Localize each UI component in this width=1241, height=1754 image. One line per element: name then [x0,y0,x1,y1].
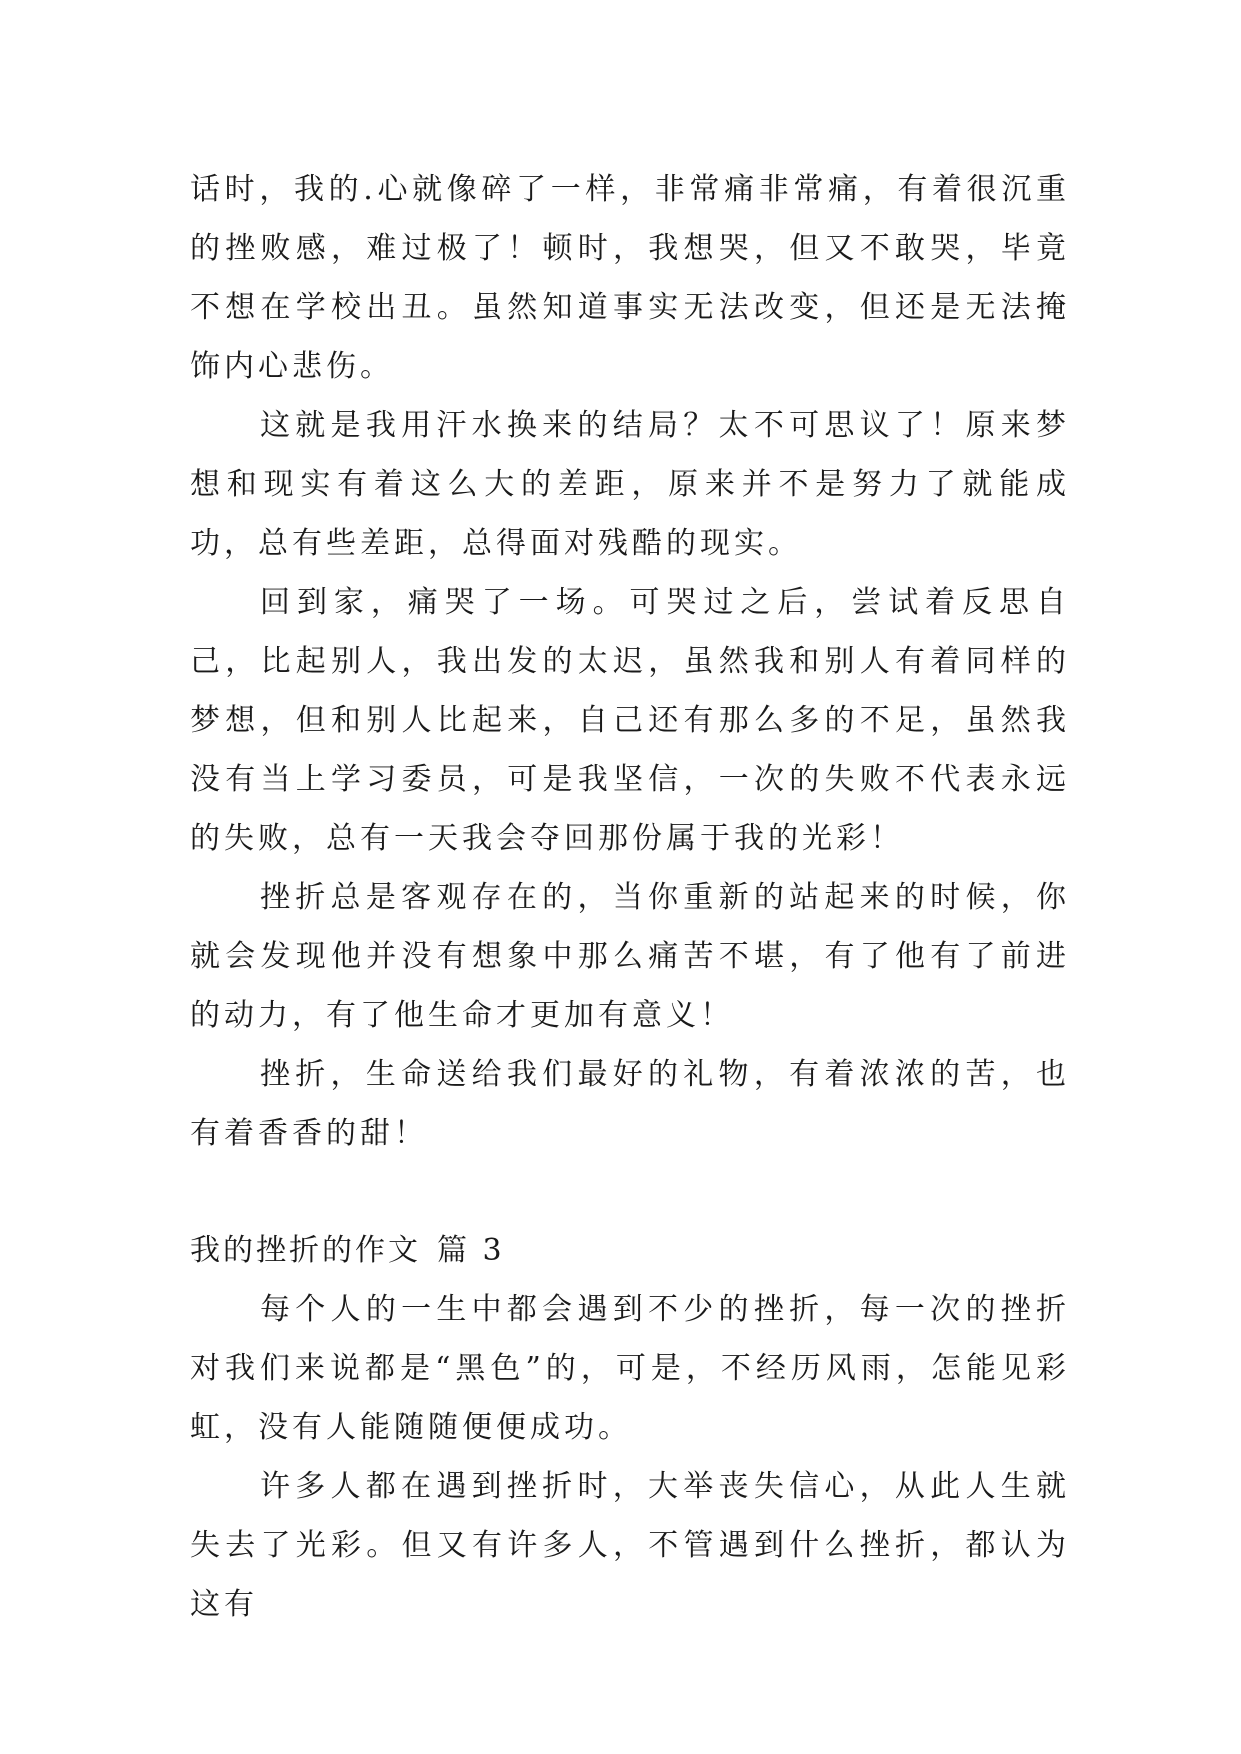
paragraph: 挫折，生命送给我们最好的礼物，有着浓浓的苦，也有着香香的甜！ [190,1057,1070,1151]
paragraph: 许多人都在遇到挫折时，大举丧失信心，从此人生就失去了光彩。但又有许多人，不管遇到什么挫折，都认为这有 [190,1469,1070,1622]
paragraph: 这就是我用汗水换来的结局？太不可思议了！原来梦想和现实有着这么大的差距，原来并不是努力了就能成功，总有些差距，总得面对残酷的现实。 [190,408,1070,561]
section-heading-label: 篇 3 [437,1233,505,1268]
paragraph: 每个人的一生中都会遇到不少的挫折，每一次的挫折对我们来说都是“黑色”的，可是，不经历风雨，怎能见彩虹，没有人能随随便便成功。 [190,1292,1070,1445]
paragraph: 回到家，痛哭了一场。可哭过之后，尝试着反思自己，比起别人，我出发的太迟，虽然我和别人有着同样的梦想，但和别人比起来，自己还有那么多的不足，虽然我没有当上学习委员，可是我坚信，一次的失败不代表永远的失败，总有一天我会夺回那份属于我的光彩！ [190,585,1070,856]
section-heading-title: 我的挫折的作文 [190,1233,421,1268]
paragraph: 挫折总是客观存在的，当你重新的站起来的时候，你就会发现他并没有想象中那么痛苦不堪，有了他有了前进的动力，有了他生命才更加有意义！ [190,880,1070,1033]
section-heading [190,1221,1070,1280]
document-body [190,160,1070,1634]
paragraph-continued: 话时，我的.心就像碎了一样，非常痛非常痛，有着很沉重的挫败感，难过极了！顿时，我想哭，但又不敢哭，毕竟不想在学校出丑。虽然知道事实无法改变，但还是无法掩饰内心悲伤。 [190,172,1070,384]
section-spacer [190,1163,1070,1221]
